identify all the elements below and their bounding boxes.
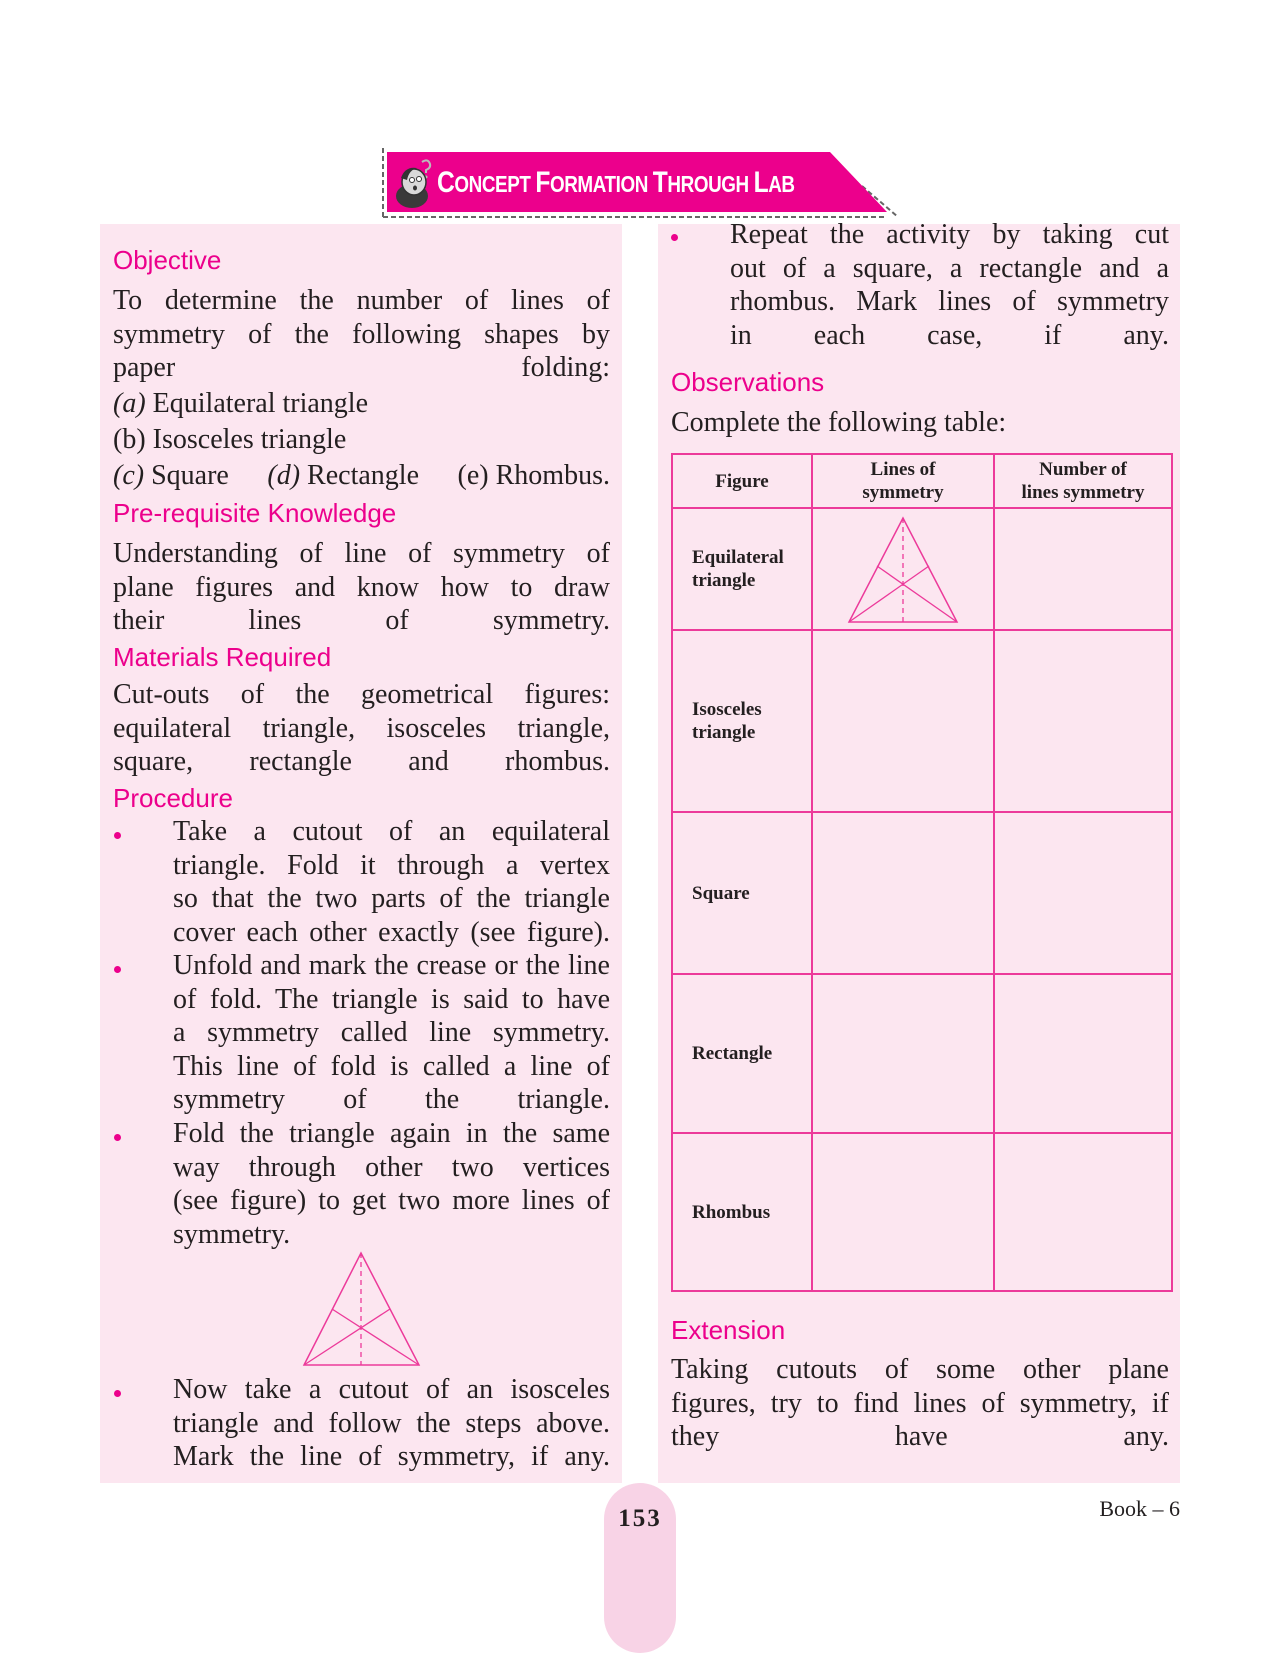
objective-item-cde [113, 459, 610, 495]
bullet-icon [671, 234, 678, 241]
bullet-icon [114, 1390, 121, 1397]
procedure-step-2: Unfold and mark the crease or the line of fold. The triangle is said to have a symmetry called line symmetry. This line of fold is called a line of symmetry of the triangle. [173, 950, 610, 1116]
procedure-heading: Procedure [113, 783, 233, 813]
table-header-row [672, 454, 1172, 508]
bullet-icon [114, 966, 121, 973]
number-of-lines-cell[interactable] [994, 1133, 1172, 1291]
objective-text: To determine the number of lines of symmetry of the following shapes by paper folding: [113, 285, 610, 384]
thinking-mascot-icon [392, 158, 436, 210]
figure-cell: Square [672, 812, 812, 974]
number-of-lines-cell[interactable] [994, 974, 1172, 1133]
objective-heading: Objective [113, 245, 222, 275]
equilateral-triangle-symmetry-lines-icon [300, 1250, 424, 1370]
number-of-lines-cell[interactable] [994, 508, 1172, 630]
bullet-icon [114, 832, 121, 839]
objective-item-c: (c) Square [113, 460, 229, 491]
table-row [672, 974, 1172, 1133]
lines-of-symmetry-cell[interactable] [812, 974, 994, 1133]
table-row [672, 1133, 1172, 1291]
number-of-lines-cell[interactable] [994, 812, 1172, 974]
procedure-step-5: Repeat the activity by taking cut out of a square, a rectangle and a rhombus. Mark lines of symmetry in each case, if any. [730, 219, 1169, 351]
figure-cell: Rhombus [672, 1133, 812, 1291]
procedure-step-1: Take a cutout of an equilateral triangle. Fold it through a vertex so that the two parts of the triangle cover each other exactly (see figure). [173, 816, 610, 948]
observations-intro: Complete the following table: [671, 407, 1007, 438]
figure-cell: Rectangle [672, 974, 812, 1133]
prereq-heading: Pre-requisite Knowledge [113, 498, 397, 528]
objective-list [113, 387, 610, 495]
procedure-step-4: Now take a cutout of an isosceles triangle and follow the steps above. Mark the line of symmetry, if any. [173, 1374, 610, 1473]
lines-of-symmetry-cell[interactable] [812, 812, 994, 974]
materials-heading: Materials Required [113, 642, 332, 672]
lines-of-symmetry-cell[interactable] [812, 508, 994, 630]
table-row [672, 812, 1172, 974]
page-number-pill [604, 1483, 676, 1653]
lines-of-symmetry-cell[interactable] [812, 1133, 994, 1291]
section-banner [382, 148, 900, 218]
procedure-step-3: Fold the triangle again in the same way through other two vertices (see figure) to get two more lines of symmetry. [173, 1118, 610, 1250]
materials-text: Cut-outs of the geometrical figures: equilateral triangle, isosceles triangle, square, rectangle and rhombus. [113, 679, 610, 778]
lines-of-symmetry-cell[interactable] [812, 630, 994, 812]
extension-heading: Extension [671, 1315, 786, 1345]
extension-text: Taking cutouts of some other plane figures, try to find lines of symmetry, if they have any. [671, 1354, 1169, 1453]
page-number: 153 [618, 1505, 662, 1532]
figure-cell: Isosceles triangle [672, 630, 812, 812]
number-of-lines-cell[interactable] [994, 630, 1172, 812]
book-label: Book – 6 [1099, 1496, 1180, 1521]
observations-heading: Observations [671, 367, 825, 397]
equilateral-triangle-symmetry-lines-icon [847, 516, 959, 624]
observations-table [671, 453, 1173, 1292]
table-row [672, 508, 1172, 630]
column-header-number-of-lines: Number of lines symmetry [994, 454, 1172, 508]
column-header-lines-of-symmetry: Lines of symmetry [812, 454, 994, 508]
objective-item-a: (a) Equilateral triangle [113, 388, 369, 419]
column-header-figure: Figure [672, 454, 812, 508]
bullet-icon [114, 1134, 121, 1141]
objective-item-b: (b) Isosceles triangle [113, 424, 347, 455]
figure-cell: Equilateral triangle [672, 508, 812, 630]
banner-title: CONCEPT FORMATION THROUGH LAB [437, 166, 795, 199]
objective-item-e: (e) Rhombus. [457, 460, 610, 491]
objective-item-d: (d) Rectangle [267, 460, 419, 491]
prereq-text: Understanding of line of symmetry of plane figures and know how to draw their lines of symmetry. [113, 538, 610, 637]
table-row [672, 630, 1172, 812]
